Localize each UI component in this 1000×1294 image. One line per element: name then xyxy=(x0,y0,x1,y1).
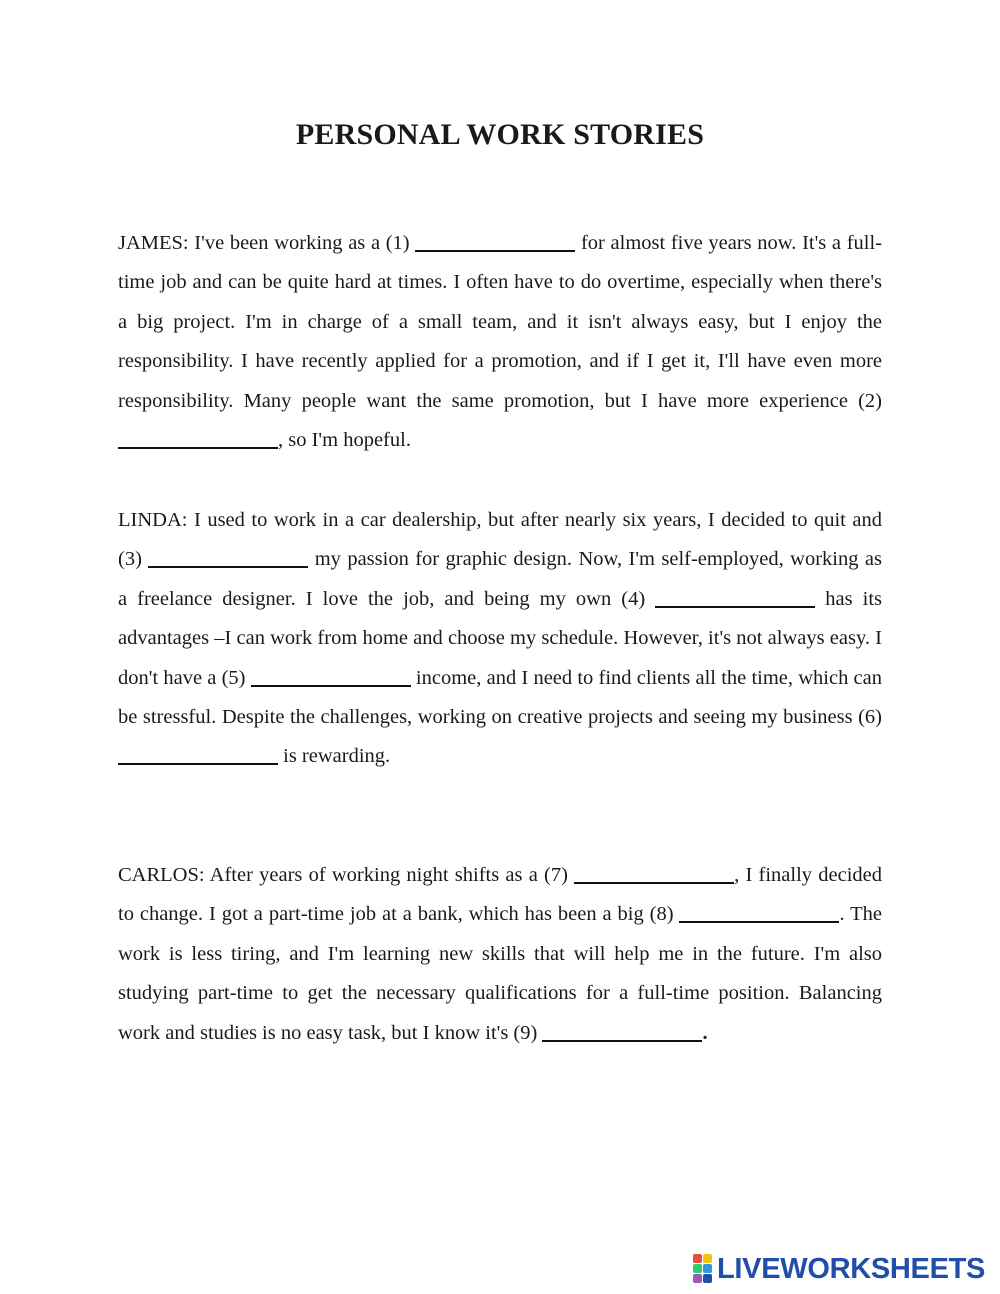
blank-2[interactable] xyxy=(118,427,278,449)
logo-text: LIVEWORKSHEETS xyxy=(717,1252,986,1285)
liveworksheets-logo[interactable] xyxy=(693,1251,985,1287)
story-text: income, and I need to find clients all the time, which can be stressful. Despite the challenges, working on creative projects and seeing my business (6) xyxy=(118,666,882,729)
story-text: CARLOS: After years of working night shifts as a (7) xyxy=(118,864,575,886)
story-text: has its advantages –I can work from home and choose my schedule. However, it's not always easy. I don't have a (5) xyxy=(118,587,882,689)
liveworksheets-logo-icon xyxy=(693,1254,713,1284)
blank-1[interactable] xyxy=(415,230,575,252)
blank-8[interactable] xyxy=(679,901,839,923)
story-text: . xyxy=(702,1021,708,1044)
story-linda xyxy=(118,501,882,777)
story-carlos xyxy=(118,856,882,1053)
story-text: , so I'm hopeful. xyxy=(278,429,411,452)
story-text: JAMES: I've been working as a (1) xyxy=(118,232,416,254)
story-text: , I finally decided to change. I got a part-time job at a bank, which has been a big (8) xyxy=(118,864,882,926)
blank-9[interactable] xyxy=(542,1020,702,1042)
blank-4[interactable] xyxy=(655,586,815,608)
blank-6[interactable] xyxy=(118,743,278,765)
story-text: is rewarding. xyxy=(278,745,391,768)
blank-5[interactable] xyxy=(251,665,411,687)
story-text: for almost five years now. It's a full-time job and can be quite hard at times. I often have to do overtime, especially when there's a big project. I'm in charge of a small team, and it isn't always easy, but I enjoy the responsibility. I have recently applied for a promotion, and if I get it, I'll have even more responsibility. Many people want the same promotion, but I have more experience (2) xyxy=(118,232,882,412)
blank-7[interactable] xyxy=(574,862,734,884)
story-james xyxy=(118,224,882,460)
story-text: LINDA: I used to work in a car dealership, but after nearly six years, I decided to quit and (3) xyxy=(118,509,882,571)
story-text: my passion for graphic design. Now, I'm self-employed, working as a freelance designer. I love the job, and being my own (4) xyxy=(118,548,882,610)
story-text: . The work is less tiring, and I'm learning new skills that will help me in the future. I'm also studying part-time to get the necessary qualifications for a full-time position. Balancing work and studies is no easy task, but I know it's (9) xyxy=(118,903,882,1044)
blank-3[interactable] xyxy=(148,546,308,568)
page-title: PERSONAL WORK STORIES xyxy=(295,118,705,151)
